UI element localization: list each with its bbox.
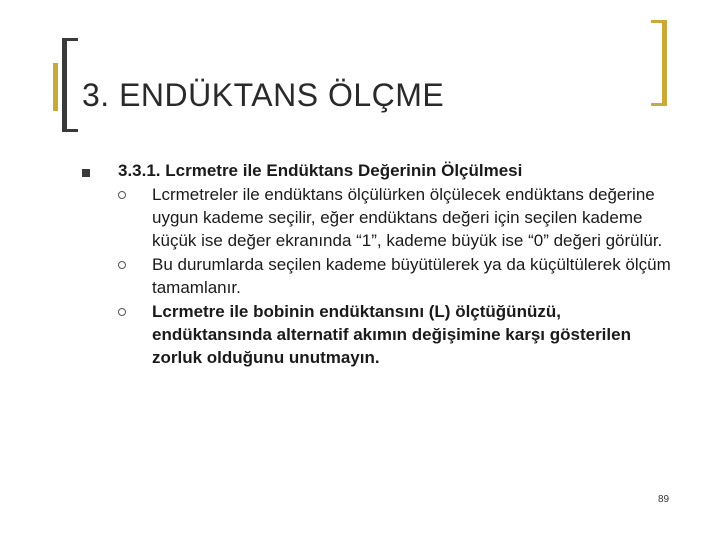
- page-number: 89: [658, 494, 670, 505]
- section-heading-item: [82, 160, 682, 182]
- title-accent-bar: [53, 63, 58, 111]
- sub-point: [82, 300, 682, 369]
- circle-bullet-icon: [118, 261, 126, 269]
- slide-title: 3. ENDÜKTANS ÖLÇME: [82, 77, 445, 113]
- circle-bullet-icon: [118, 308, 126, 316]
- sub-point-text: Lcrmetre ile bobinin endüktansını (L) ölçtüğünüzü, endüktansında alternatif akımın değişimine karşı gösterilen zorluk olduğunu unutmayın.: [152, 302, 631, 367]
- sub-point: [82, 183, 682, 252]
- sub-point: [82, 253, 682, 299]
- circle-bullet-icon: [118, 191, 126, 199]
- section-heading: 3.3.1. Lcrmetre ile Endüktans Değerinin Ölçülmesi: [118, 161, 523, 180]
- square-bullet-icon: [82, 169, 90, 177]
- sub-point-text: Lcrmetreler ile endüktans ölçülürken ölçülecek endüktans değerine uygun kademe seçilir, eğer endüktans değeri için seçilen kademe küçük ise değer ekranında “1”, kademe büyük ise “0” değeri görülür.: [152, 185, 663, 250]
- title-bracket-right: [651, 20, 667, 106]
- title-bracket-left: [62, 38, 78, 132]
- sub-point-text: Bu durumlarda seçilen kademe büyütülerek ya da küçültülerek ölçüm tamamlanır.: [152, 255, 671, 297]
- slide-content: [82, 160, 682, 369]
